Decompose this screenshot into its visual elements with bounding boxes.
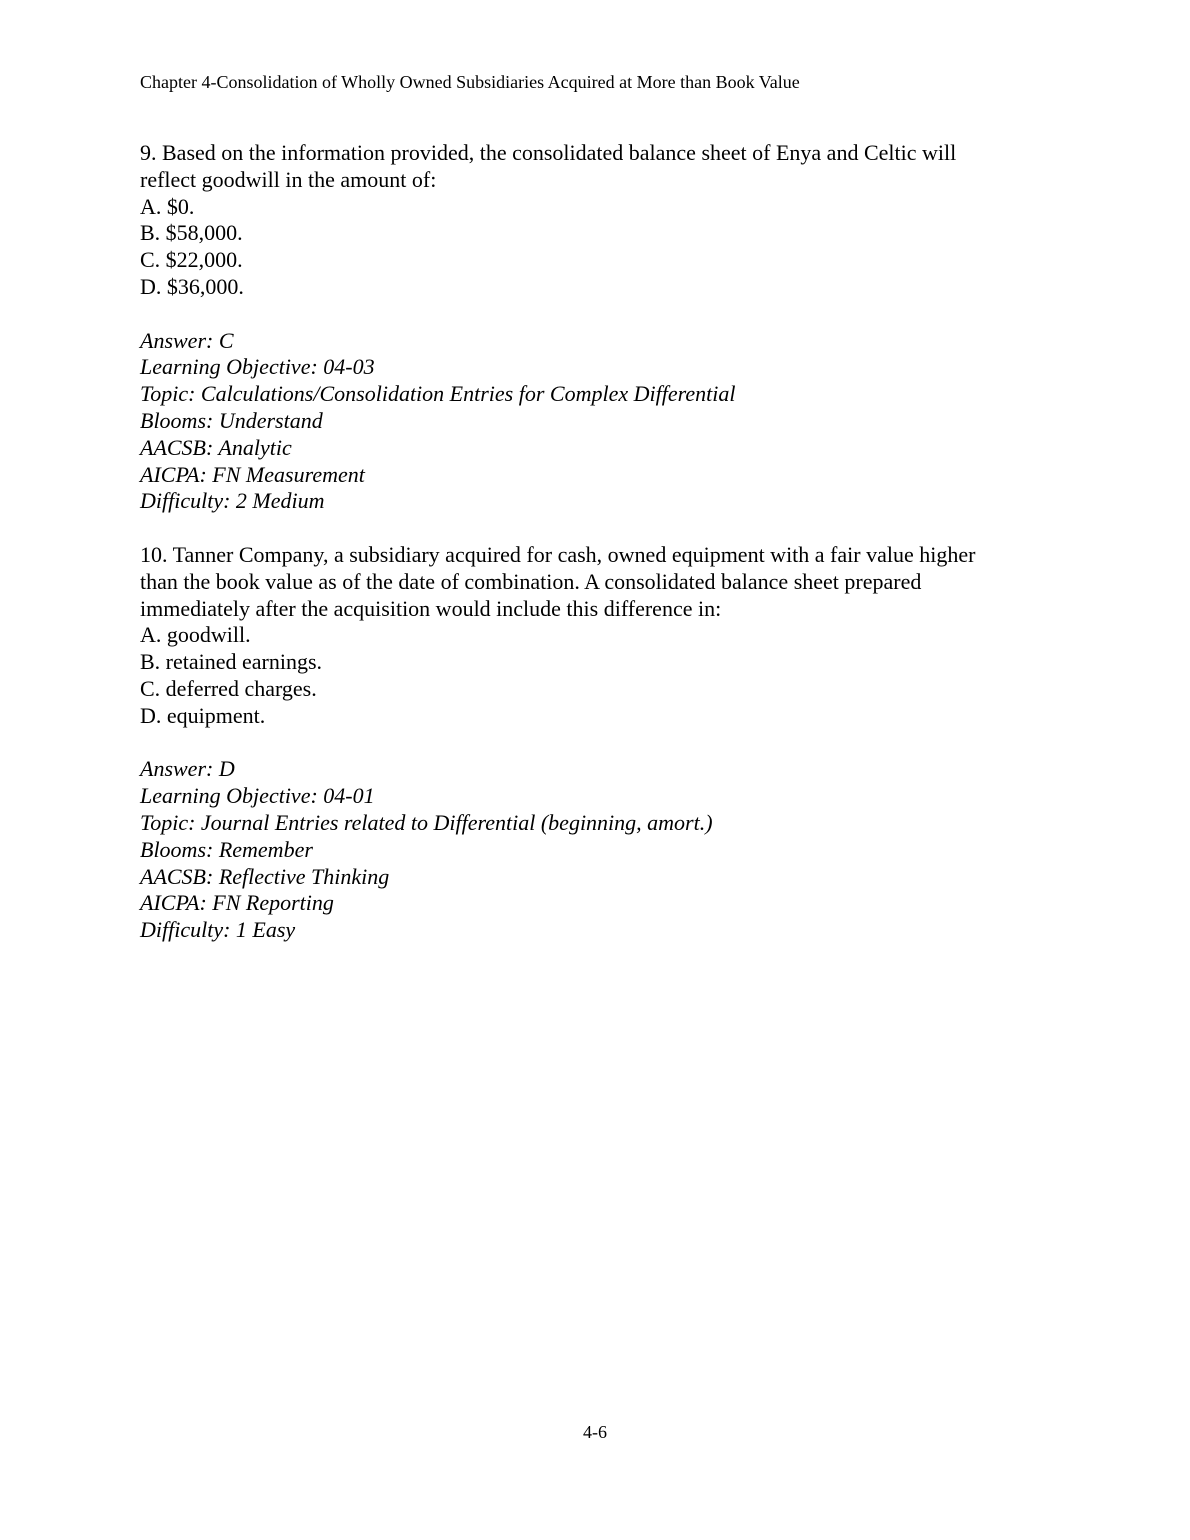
option-b: B. retained earnings. [140,649,323,675]
question-9 [140,140,1040,515]
page-header: Chapter 4-Consolidation of Wholly Owned Subsidiaries Acquired at More than Book Value [140,72,800,92]
page-number: 4-6 [583,1422,607,1442]
topic: Topic: Journal Entries related to Differential (beginning, amort.) [140,809,713,835]
aacsb: AACSB: Analytic [140,434,292,460]
answer: Answer: D [140,756,235,782]
aicpa: AICPA: FN Reporting [140,890,334,916]
aicpa: AICPA: FN Measurement [140,461,365,487]
document-body [140,140,1040,944]
option-b: B. $58,000. [140,220,243,246]
question-stem-line: than the book value as of the date of combination. A consolidated balance sheet prepared [140,568,922,594]
option-d: D. $36,000. [140,273,244,299]
question-stem-line: immediately after the acquisition would include this difference in: [140,595,722,621]
blooms: Blooms: Remember [140,836,313,862]
question-metadata [140,328,1040,516]
difficulty: Difficulty: 1 Easy [140,917,296,943]
difficulty: Difficulty: 2 Medium [140,488,325,514]
question-stem-line: 9. Based on the information provided, the consolidated balance sheet of Enya and Celtic will [140,140,957,165]
learning-objective: Learning Objective: 04-01 [140,783,375,809]
question-10 [140,542,1040,944]
aacsb: AACSB: Reflective Thinking [140,863,390,889]
question-metadata [140,756,1040,944]
option-c: C. $22,000. [140,247,243,273]
topic: Topic: Calculations/Consolidation Entries for Complex Differential [140,381,736,407]
blooms: Blooms: Understand [140,407,323,433]
question-stem-line: 10. Tanner Company, a subsidiary acquired for cash, owned equipment with a fair value higher [140,541,976,567]
question-stem-line: reflect goodwill in the amount of: [140,166,437,192]
answer-options [140,194,1040,301]
option-d: D. equipment. [140,702,266,728]
question-stem [140,542,1040,622]
answer: Answer: C [140,327,234,353]
option-a: A. $0. [140,193,195,219]
question-stem [140,140,1040,194]
option-a: A. goodwill. [140,622,251,648]
learning-objective: Learning Objective: 04-03 [140,354,375,380]
option-c: C. deferred charges. [140,675,317,701]
answer-options [140,622,1040,729]
